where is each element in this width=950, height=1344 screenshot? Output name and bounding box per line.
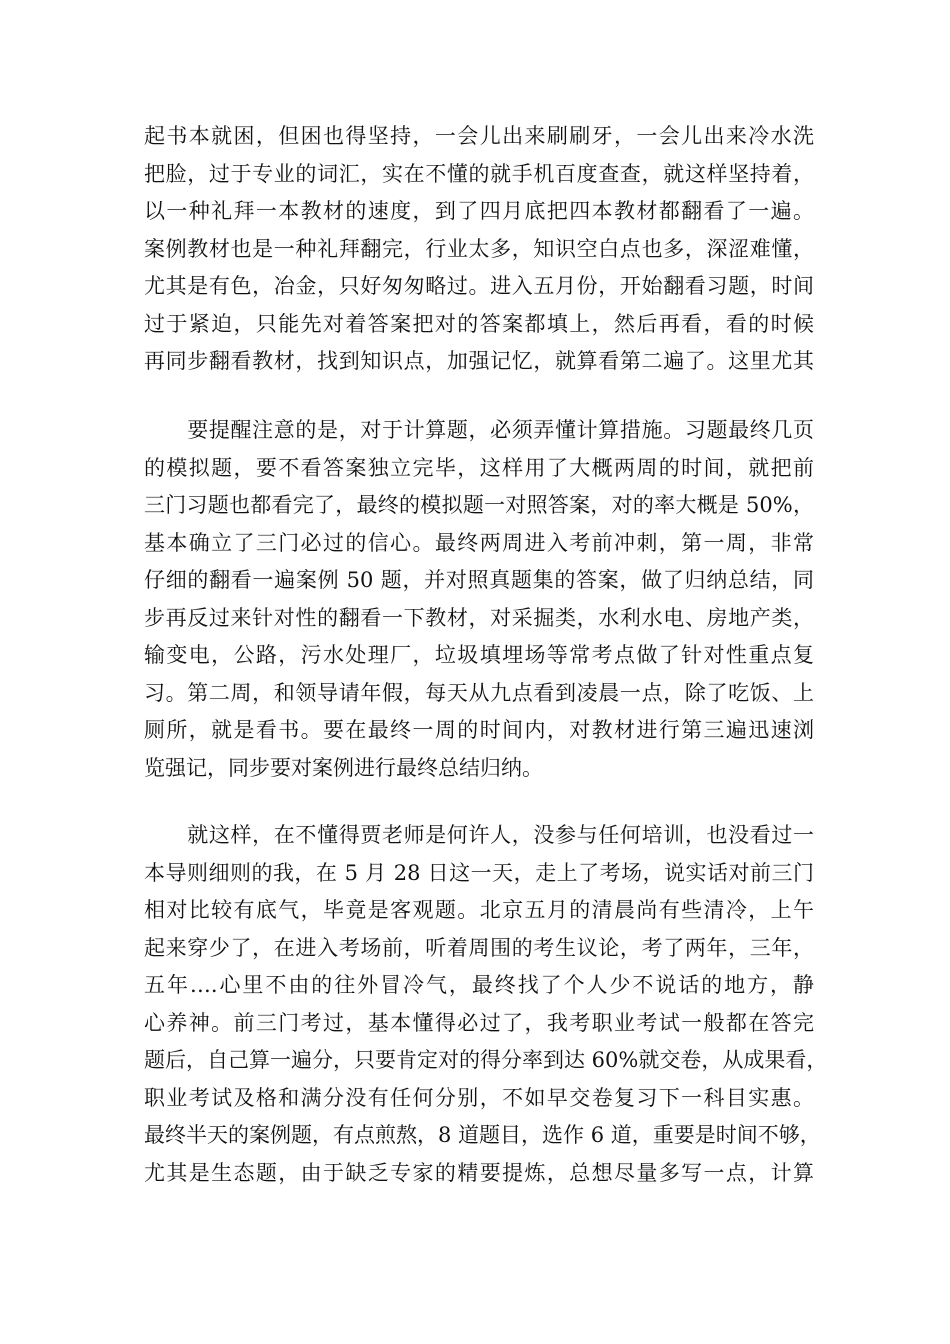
text-line: 把脸，过于专业的词汇，实在不懂的就手机百度查查，就这样坚持着，	[144, 161, 814, 186]
text-line: 要提醒注意的是，对于计算题，必须弄懂计算措施。习题最终几页	[144, 418, 814, 442]
text-line: 以一种礼拜一本教材的速度，到了四月底把四本教材都翻看了一遍。	[144, 199, 814, 223]
text-line: 起来穿少了，在进入考场前，听着周围的考生议论，考了两年，三年，	[144, 935, 814, 960]
text-line: 尤其是有色，冶金，只好匆匆略过。进入五月份，开始翻看习题，时间	[144, 274, 814, 298]
text-line: 最终半天的案例题，有点煎熬，8 道题目，选作 6 道，重要是时间不够，	[144, 1123, 821, 1147]
text-line: 输变电，公路，污水处理厂，垃圾填埋场等常考点做了针对性重点复	[144, 643, 814, 667]
text-line: 心养神。前三门考过，基本懂得必过了，我考职业考试一般都在答完	[144, 1010, 814, 1035]
text-line: 过于紧迫，只能先对着答案把对的答案都填上，然后再看，看的时候	[144, 311, 814, 336]
text-line: 的模拟题，要不看答案独立完毕，这样用了大概两周的时间，就把前	[144, 455, 814, 480]
text-line: 尤其是生态题，由于缺乏专家的精要提炼，总想尽量多写一点，计算	[144, 1160, 814, 1185]
text-line: 案例教材也是一种礼拜翻完，行业太多，知识空白点也多，深涩难懂，	[144, 236, 814, 261]
text-line: 起书本就困，但困也得坚持，一会儿出来刷刷牙，一会儿出来冷水洗	[144, 124, 814, 148]
text-line: 仔细的翻看一遍案例 50 题，并对照真题集的答案，做了归纳总结，同	[144, 568, 814, 592]
text-line: 五年….心里不由的往外冒冷气，最终找了个人少不说话的地方，静	[144, 973, 814, 997]
text-line: 步再反过来针对性的翻看一下教材，对采掘类，水利水电、房地产类，	[144, 605, 814, 630]
text-line: 相对比较有底气，毕竟是客观题。北京五月的清晨尚有些清冷，上午	[144, 898, 814, 922]
text-line: 题后，自己算一遍分，只要肯定对的得分率到达 60%就交卷，从成果看，	[144, 1048, 828, 1072]
text-line: 职业考试及格和满分没有任何分别，不如早交卷复习下一科目实惠。	[144, 1085, 814, 1110]
paragraph-2	[144, 412, 814, 787]
paragraph-1	[144, 118, 814, 381]
text-line: 本导则细则的我，在 5 月 28 日这一天，走上了考场，说实话对前三门	[144, 860, 814, 885]
text-line: 厕所，就是看书。要在最终一周的时间内，对教材进行第三遍迅速浏	[144, 718, 814, 742]
text-line: 就这样，在不懂得贾老师是何许人，没参与任何培训，也没看过一	[144, 823, 814, 847]
text-line: 基本确立了三门必过的信心。最终两周进入考前冲刺，第一周，非常	[144, 530, 814, 555]
text-line: 再同步翻看教材，找到知识点，加强记忆，就算看第二遍了。这里尤其	[144, 349, 814, 373]
text-line: 览强记，同步要对案例进行最终总结归纳。	[144, 755, 543, 780]
paragraph-3	[144, 817, 828, 1192]
text-line: 习。第二周，和领导请年假，每天从九点看到凌晨一点，除了吃饭、上	[144, 680, 814, 705]
text-line: 三门习题也都看完了，最终的模拟题一对照答案，对的率大概是 50%，	[144, 493, 814, 517]
